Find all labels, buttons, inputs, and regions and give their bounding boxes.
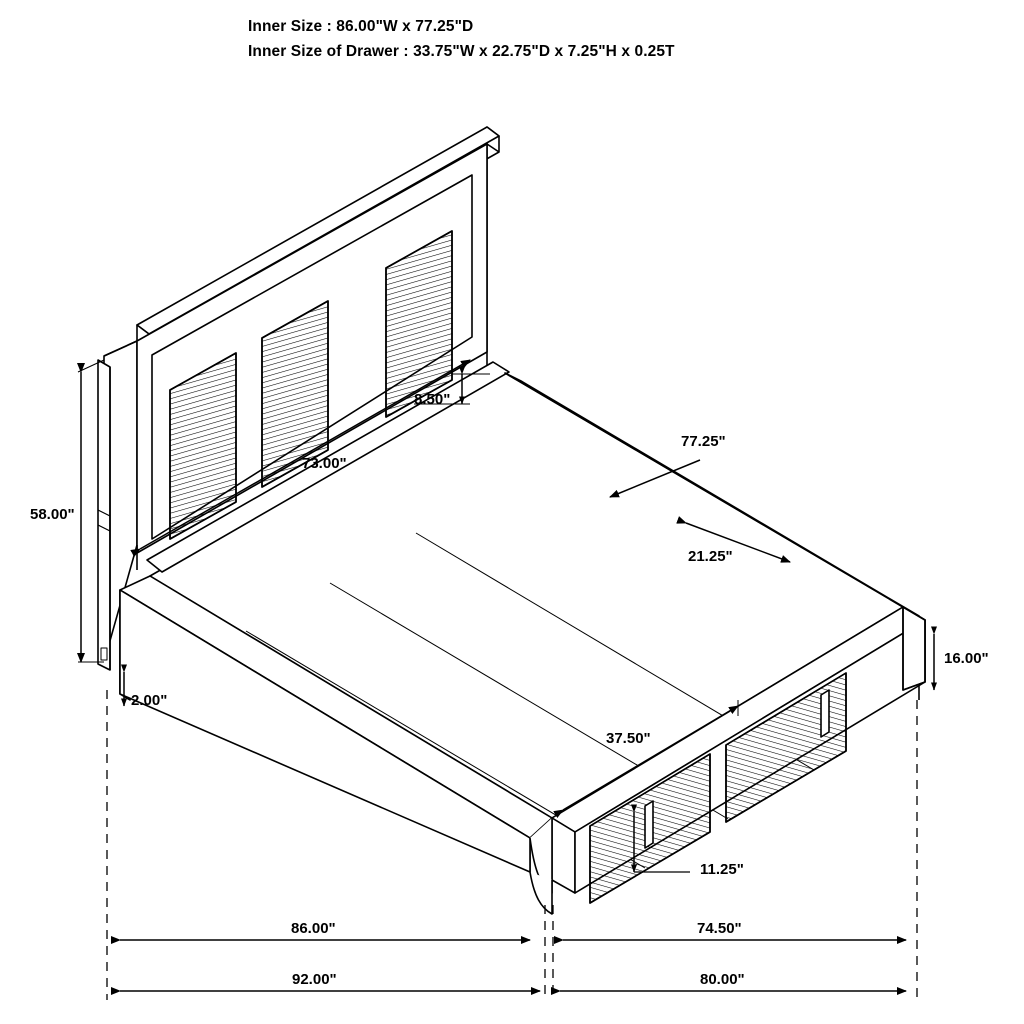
dim-headboard-panel-top-gap: 8.50" (414, 391, 451, 408)
dim-footboard-inner-depth: 21.25" (688, 548, 733, 565)
dim-drawer-front-height: 11.25" (700, 861, 744, 878)
note-inner-size: Inner Size : 86.00"W x 77.25"D (248, 18, 474, 35)
dim-drawer-front-width: 37.50" (606, 730, 651, 747)
dim-headboard-height: 58.00" (30, 506, 75, 523)
note-inner-size-drawer: Inner Size of Drawer : 33.75"W x 22.75"D x 7.25"H x 0.25T (248, 43, 675, 60)
dim-overall-outer-width: 92.00" (292, 971, 337, 988)
dim-mattress-depth: 77.25" (681, 433, 726, 450)
dim-footboard-rail-height: 16.00" (944, 650, 989, 667)
dim-side-depth-outer: 80.00" (700, 971, 745, 988)
dim-side-depth-inner: 74.50" (697, 920, 742, 937)
dim-overall-inner-width: 86.00" (291, 920, 336, 937)
dim-floor-clearance: 2.00" (131, 692, 168, 709)
dim-headboard-inner-width: 73.00" (302, 455, 347, 472)
